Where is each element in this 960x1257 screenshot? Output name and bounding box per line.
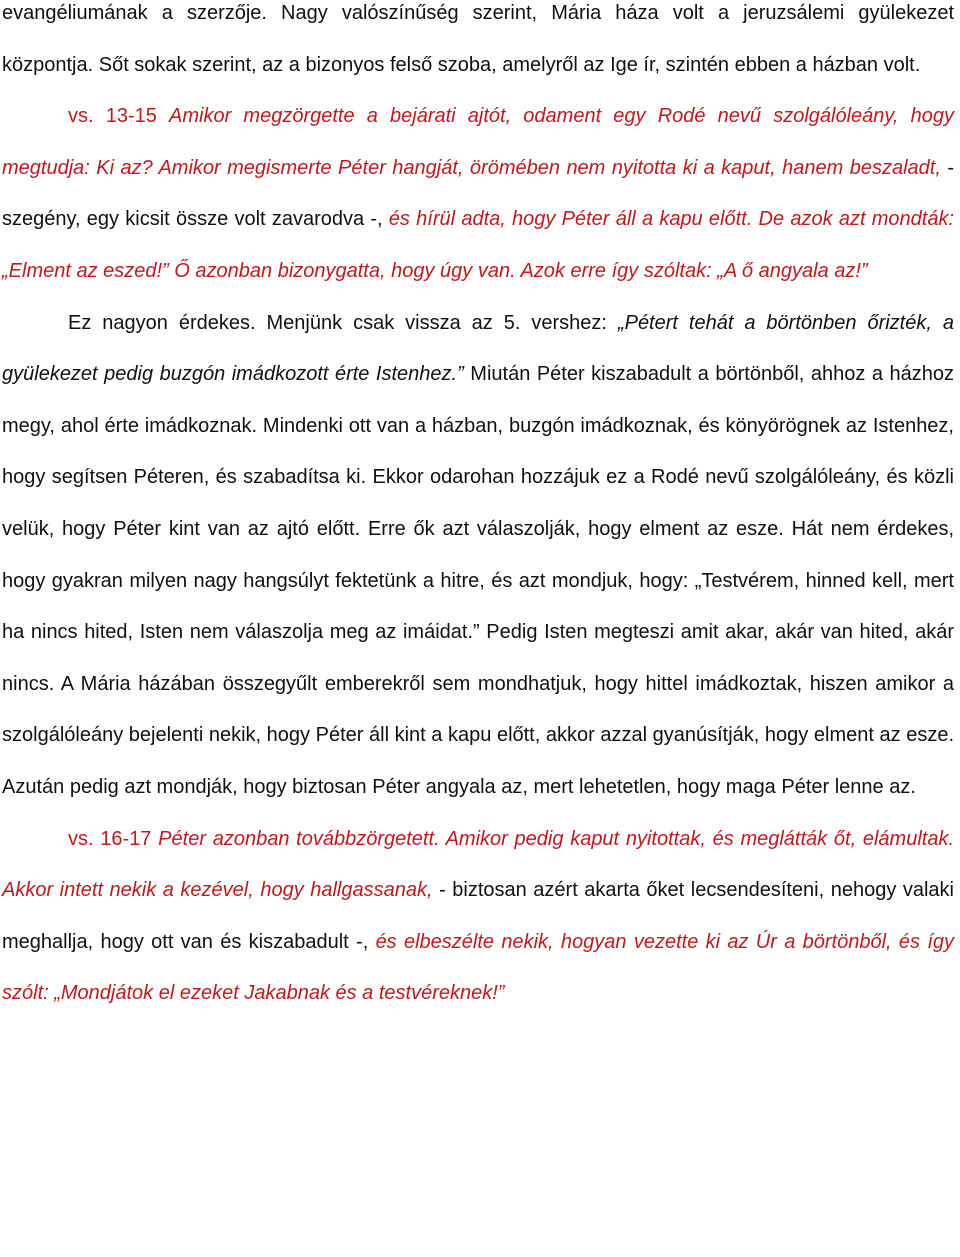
paragraph-intro	[2, 0, 954, 91]
paragraph-verses-16-17	[2, 814, 954, 1020]
commentary-text: - biztosan azért akarta őket lecsendesíteni, nehogy valaki meghallja, hogy ott van és kiszabadult -,	[2, 879, 954, 953]
paragraph-commentary	[2, 298, 954, 814]
commentary-text: Ez nagyon érdekes. Menjünk csak vissza az 5. vershez:	[68, 311, 618, 334]
scripture-quote: és elbeszélte nekik, hogyan vezette ki az Úr a börtönből, és így szólt: „Mondjátok el ezeket Jakabnak és a testvéreknek!”	[2, 930, 955, 1005]
verse-reference: vs. 16-17	[68, 827, 159, 850]
commentary-text: - szegény, egy kicsit össze volt zavarodva -,	[2, 156, 954, 231]
scripture-quote: és hírül adta, hogy Péter áll a kapu előtt. De azok azt mondták: „Elment az eszed!” Ő azonban bizonygatta, hogy úgy van. Azok erre így szóltak: „A ő angyala az!”	[2, 208, 955, 282]
scripture-quote: Péter azonban továbbzörgetett. Amikor pedig kaput nyitottak, és meglátták őt, elámultak. Akkor intett nekik a kezével, hogy hallgassanak,	[2, 827, 955, 902]
commentary-text: Miután Péter kiszabadult a börtönből, ahhoz a házhoz megy, ahol érte imádkoznak. Mindenki ott van a házban, buzgón imádkoznak, és könyörögnek az Istenhez, hogy segítsen Péteren, és szabadítsa ki. Ekkor odarohan hozzájuk ez a Rodé nevű szolgálóleány, és közli velük, hogy Péter kint van az ajtó előtt. Erre ők azt válaszolják, hogy elment az esze. Hát nem érdekes, hogy gyakran milyen nagy hangsúlyt fektetünk a hitre, és azt mondjuk, hogy: „Testvérem, hinned kell, mert ha nincs hited, Isten nem válaszolja meg az imáidat.” Pedig Isten megteszi amit akar, akár van hited, akár nincs. A Mária házában összegyűlt emberekről sem mondhatjuk, hogy hittel imádkoztak, hiszen amikor a szolgálóleány bejelenti nekik, hogy Péter áll kint a kapu előtt, akkor azzal gyanúsítják, hogy elment az esze. Azután pedig azt mondják, hogy biztosan Péter angyala az, mert lehetetlen, hogy maga Péter lenne az.	[2, 363, 954, 798]
document-body	[2, 0, 954, 1020]
scripture-quote: Amikor megzörgette a bejárati ajtót, odament egy Rodé nevű szolgálóleány, hogy megtudja: Ki az? Amikor megismerte Péter hangját, örömében nem nyitotta ki a kaput, hanem beszaladt,	[2, 105, 954, 179]
verse-reference: vs. 13-15	[68, 105, 170, 128]
paragraph-verses-13-15	[2, 91, 954, 297]
text-segment: evangéliumának a szerzője. Nagy valószínűség szerint, Mária háza volt a jeruzsálemi gyülekezet központja. Sőt sokak szerint, az a bizonyos felső szoba, amelyről az Ige ír, szintén ebben a házban volt.	[2, 2, 954, 76]
verse-quote: „Pétert tehát a börtönben őrizték, a gyülekezet pedig buzgón imádkozott érte Istenhez.”	[2, 311, 954, 386]
